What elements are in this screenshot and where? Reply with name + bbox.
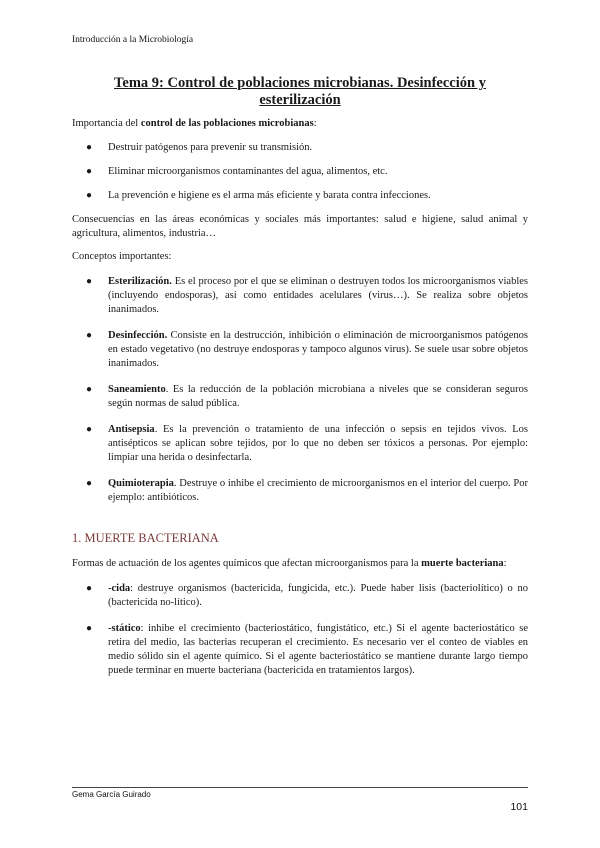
bullet-icon: ●: [86, 276, 93, 287]
section-intro-bold: muerte bacteriana: [421, 558, 504, 569]
list-item-text: Destruir patógenos para prevenir su transmisión.: [108, 142, 313, 153]
section-heading: 1. MUERTE BACTERIANA: [72, 531, 219, 545]
list-item: [72, 423, 528, 465]
list-item-text: Eliminar microorganismos contaminantes del agua, alimentos, etc.: [108, 166, 388, 177]
section-intro-suffix: :: [503, 558, 507, 569]
list-item: [72, 582, 528, 610]
concept-text: . Es la prevención o tratamiento de una infección o sepsis en tejidos vivos. Los antisépticos se aplican sobre tejidos, por lo que no deben ser tóxicos a personas. Por ejemplo: limpiar una herida o desinfectarla.: [108, 424, 528, 463]
list-item: [72, 383, 528, 411]
list-item: [72, 275, 528, 317]
bullet-icon: ●: [86, 623, 93, 634]
bullet-icon: ●: [86, 384, 93, 395]
mode-text: : inhibe el crecimiento (bacteriostático, fungistático, etc.) Si el agente bacteriostático se retira del medio, las bacterias recuperan el crecimiento. Es necesario ver el conteo de viables en medio sólido sin el agente químico. Si el agente bacteriostático se mantiene durante largo tiempo puede terminar en muerte bacteriana (bactericida en tratamientos largos).: [108, 623, 528, 676]
list-item: [72, 189, 528, 203]
concept-text: Consiste en la destrucción, inhibición o eliminación de microorganismos patógenos en estado vegetativo (no destruye endosporas y tampoco algunos virus). Se suele usar sobre objetos inanimados.: [108, 330, 528, 369]
consequences-paragraph: Consecuencias en las áreas económicas y sociales más importantes: salud e higiene, salud animal y agricultura, alimentos, industria…: [72, 214, 528, 239]
importance-list: [72, 141, 528, 203]
concept-text: Es el proceso por el que se eliminan o destruyen todos los microorganismos viables (incluyendo endosporas), así como entidades acelulares (virus…). Se realiza sobre objetos inanimados.: [108, 276, 528, 315]
list-item: [72, 329, 528, 371]
list-item: [72, 477, 528, 505]
intro-bold: control de las poblaciones microbianas: [140, 118, 314, 129]
bullet-icon: ●: [86, 142, 93, 153]
bullet-icon: ●: [86, 330, 93, 341]
footer-author: Gema García Guirado: [72, 790, 151, 799]
concept-term: Antisepsia: [108, 424, 155, 435]
bullet-icon: ●: [86, 583, 93, 594]
bullet-icon: ●: [86, 166, 93, 177]
list-item: [72, 141, 528, 155]
concepts-list: [72, 275, 528, 505]
bullet-icon: ●: [86, 478, 93, 489]
importance-intro: [72, 117, 528, 131]
concept-term: Esterilización.: [108, 276, 172, 287]
list-item: [72, 165, 528, 179]
main-content: [72, 117, 528, 688]
concept-term: Saneamiento: [108, 384, 166, 395]
mode-term: -cida: [108, 583, 131, 594]
concepts-label: Conceptos importantes:: [72, 251, 172, 262]
mode-term: -stático: [108, 623, 141, 634]
list-item: [72, 622, 528, 678]
section-intro: [72, 557, 528, 571]
intro-prefix: Importancia del: [72, 118, 141, 129]
footer-divider: [72, 787, 528, 788]
intro-suffix: :: [313, 118, 317, 129]
death-modes-list: [72, 582, 528, 678]
page-number: 101: [510, 801, 528, 813]
concept-text: . Es la reducción de la población microbiana a niveles que se consideran seguros según normas de salud pública.: [108, 384, 528, 409]
mode-text: : destruye organismos (bactericida, fungicida, etc.). Puede haber lisis (bacteriolítico) o no (bactericida no-lítico).: [108, 583, 528, 608]
running-header: Introducción a la Microbiología: [72, 35, 194, 45]
concept-term: Desinfección.: [108, 330, 168, 341]
list-item-text: La prevención e higiene es el arma más eficiente y barata contra infecciones.: [108, 190, 431, 201]
concept-term: Quimioterapia: [108, 478, 174, 489]
concept-text: . Destruye o inhibe el crecimiento de microorganismos en el interior del cuerpo. Por ejemplo: antibióticos.: [108, 478, 528, 503]
page-title: Tema 9: Control de poblaciones microbianas. Desinfección y esterilización: [114, 75, 486, 108]
bullet-icon: ●: [86, 190, 93, 201]
section-intro-prefix: Formas de actuación de los agentes químicos que afectan microorganismos para la: [72, 558, 422, 569]
bullet-icon: ●: [86, 424, 93, 435]
